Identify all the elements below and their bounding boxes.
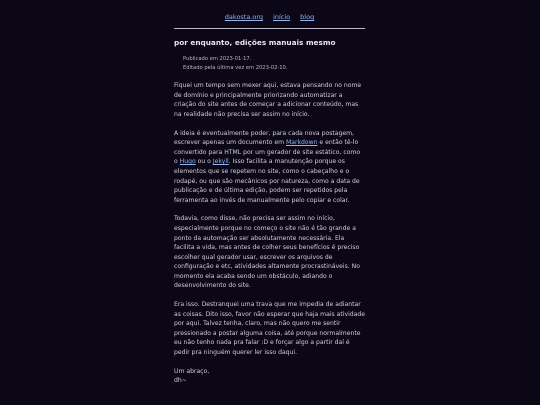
paragraph-3: Todavia, como disse, não precisa ser assim no início, especialmente porque no começo o site não é tão grande a ponto da automação ser absolutamente necessária. Ela facilita a vida, mas antes de colher seus benefícios é preciso escolher qual gerador usar, escrever os arquivos de configuração e etc, atividades altamente procrastináveis. No momento ela acaba sendo um obstáculo, adiando o desenvolvimento do site.	[174, 215, 360, 290]
edited-date: Editado pela última vez em 2023-02-10.	[183, 64, 288, 71]
nav-link-blog[interactable]: blog	[300, 13, 315, 21]
post-body	[174, 81, 365, 386]
post-meta	[183, 55, 365, 72]
nav-link-home[interactable]: início	[273, 13, 291, 21]
signature	[174, 367, 365, 386]
markdown-link[interactable]: Markdown	[286, 139, 318, 147]
paragraph-1: Fiquei um tempo sem mexer aqui, estava pensando no nome de domínio e principalmente priorizando automatizar a criação do site antes de começar a adicionar conteúdo, mas na realidade não precisa ser assim no início.	[174, 82, 362, 118]
signature-greeting: Um abraço,	[174, 367, 210, 375]
hugo-link[interactable]: Hugo	[179, 158, 196, 166]
paragraph-4: Era isso. Destranquei uma trava que me impedia de adiantar as coisas. Dito isso, favor não esperar que haja mais atividade por aqui. Talvez tenha, claro, mas não quero me sentir pressionado a postar alguma coisa, até porque normalmente eu não tenho nada pra falar :D e forçar algo a partir daí é pedir pra ninguém querer ler isso daqui.	[174, 301, 365, 357]
jekyll-link[interactable]: Jekyll	[212, 158, 229, 166]
post-title: por enquanto, edições manuais mesmo	[174, 38, 336, 47]
paragraph-2-text-a: A ideia é eventualmente poder, para cada nova postagem, escrever apenas um documento em	[174, 129, 354, 147]
header-divider	[174, 28, 365, 29]
paragraph-2	[174, 129, 365, 206]
paragraph-2-text-c: ou o	[195, 158, 213, 166]
paragraph-2-text-b: e então tê-lo convertido para HTML por um gerador de site estático, como o	[174, 139, 361, 166]
page-column	[174, 0, 365, 386]
published-date: Publicado em 2023-01-17.	[183, 56, 252, 62]
nav-link-site[interactable]: dakosta.org	[224, 13, 264, 21]
paragraph-2-text-d: . Isso facilita a manutenção porque os elementos que se repetem no site, como o cabeçalho e o rodapé, ou que são mecânicos por natureza, como a data de publicação e de última edição, podem ser repetidos pela ferramenta ao invés de manualmente pelo copiar e colar.	[174, 158, 360, 204]
top-nav	[174, 0, 365, 28]
signature-name: dh~	[174, 377, 187, 385]
